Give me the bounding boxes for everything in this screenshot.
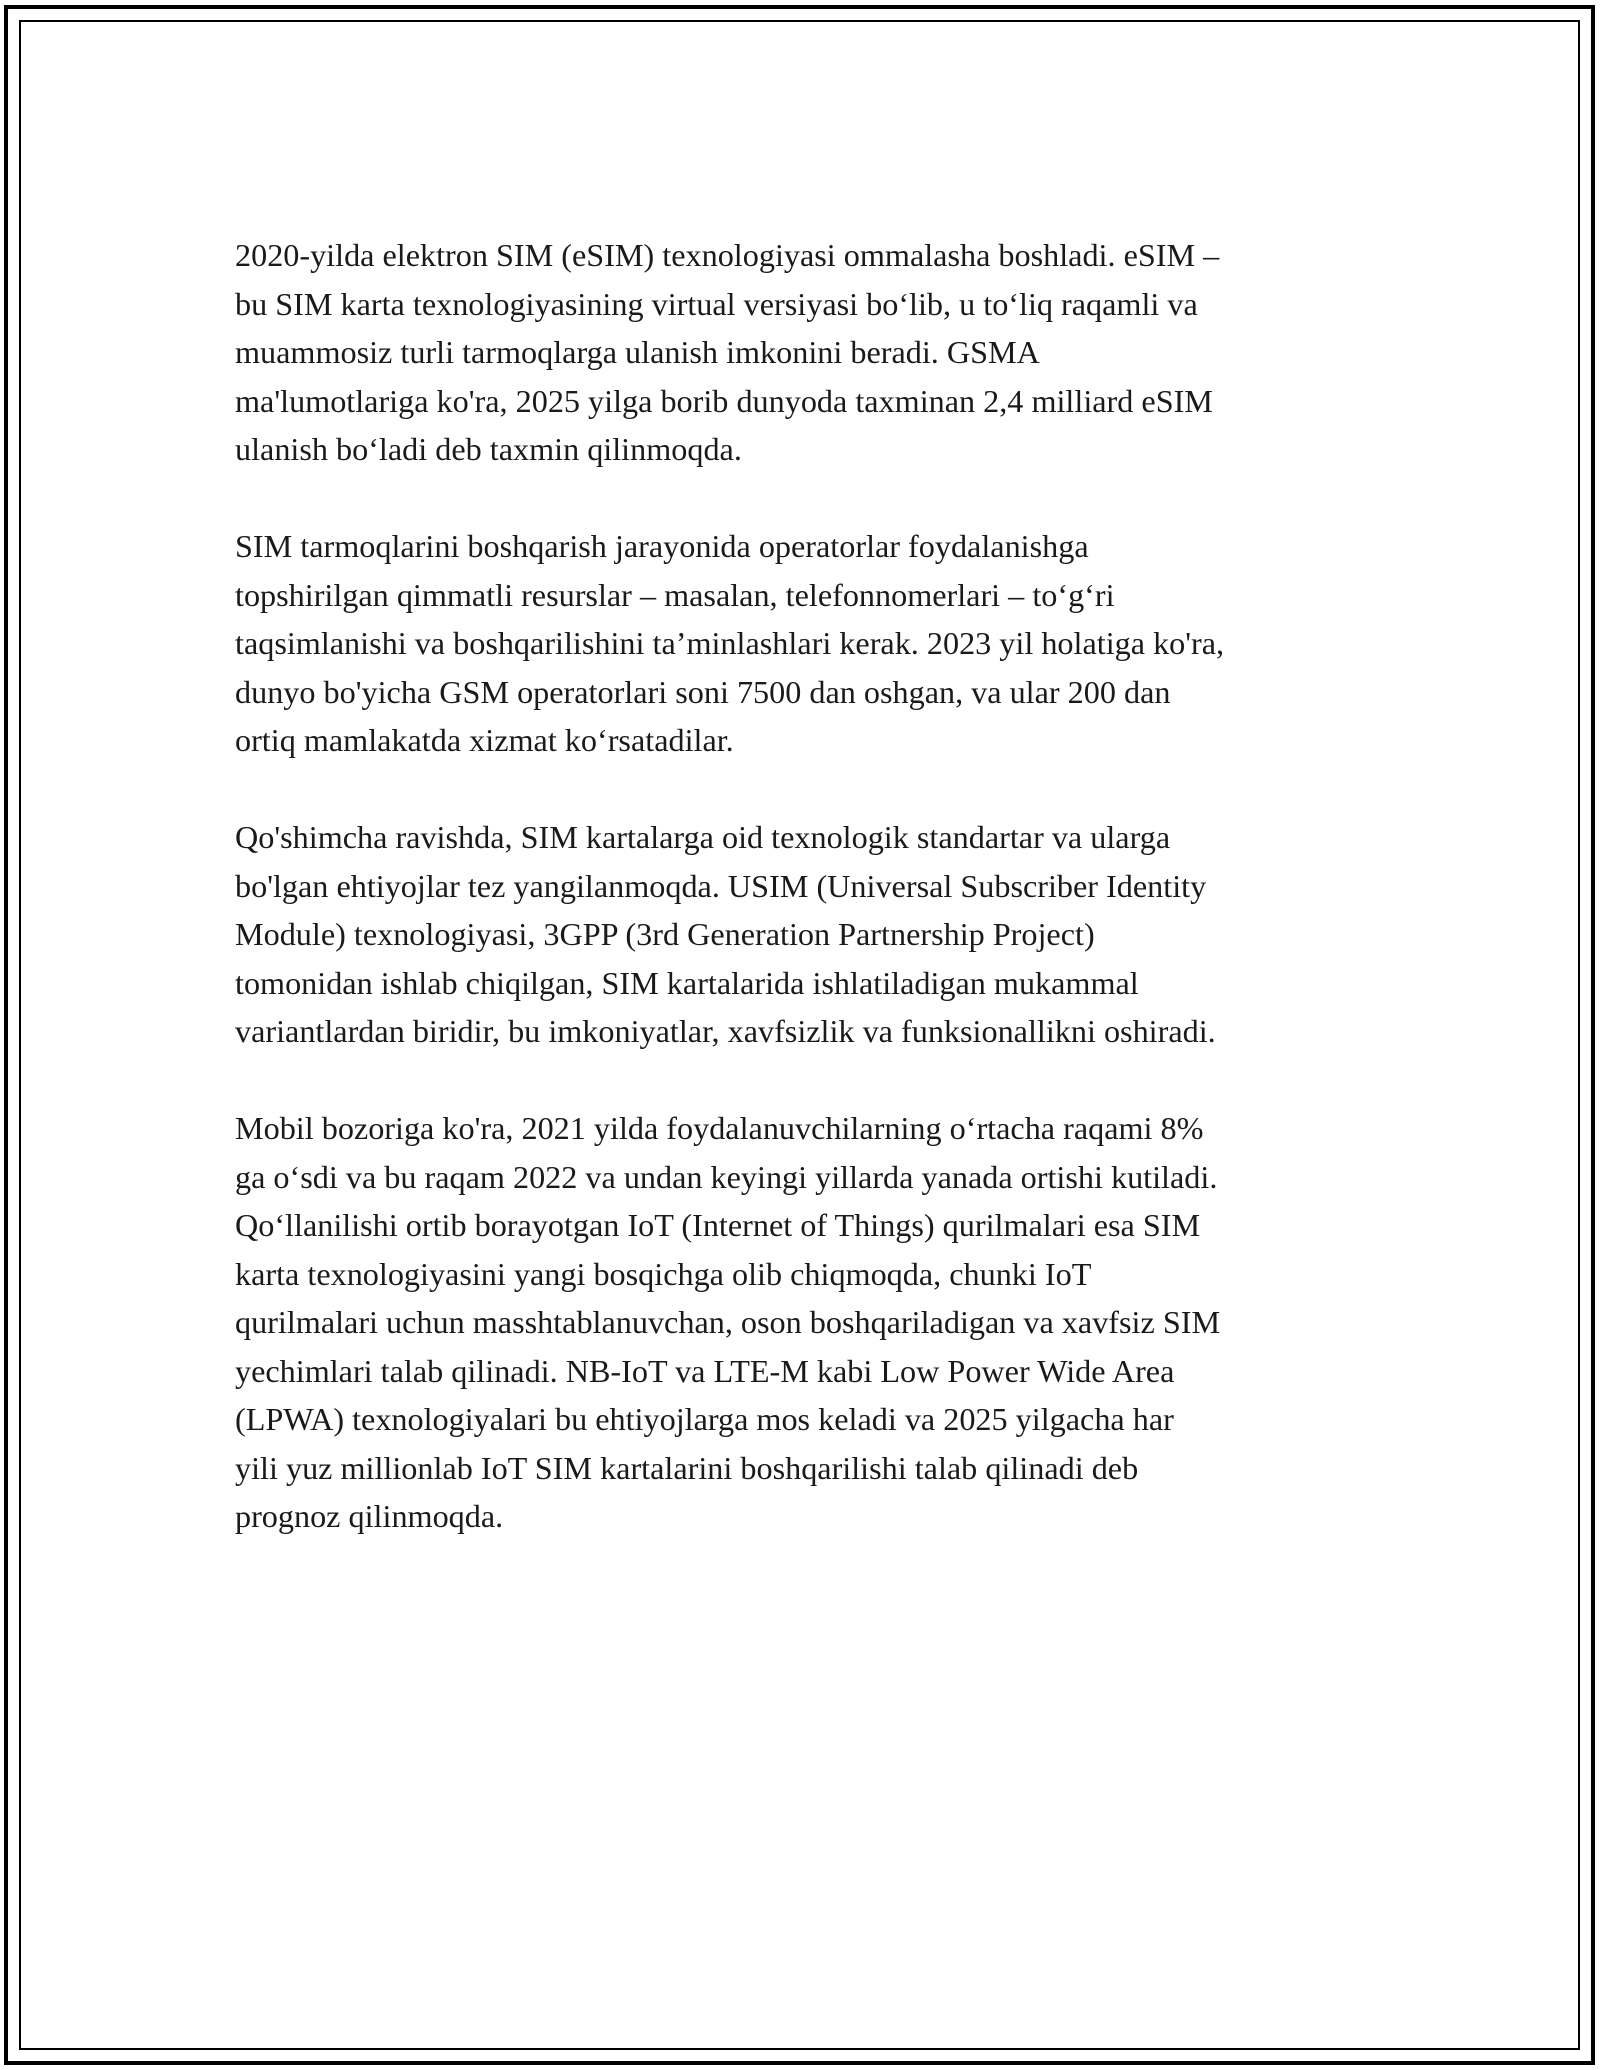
paragraph-esim bbox=[235, 231, 1375, 474]
text-line: ortiq mamlakatda xizmat ko‘rsatadilar. bbox=[235, 722, 734, 758]
text-line: SIM tarmoqlarini boshqarish jarayonida operatorlar foydalanishga bbox=[235, 528, 1089, 564]
text-line: yechimlari talab qilinadi. NB-IoT va LTE-M kabi Low Power Wide Area bbox=[235, 1352, 1175, 1389]
text-line: ulanish bo‘ladi deb taxmin qilinmoqda. bbox=[235, 431, 742, 467]
document-body bbox=[235, 231, 1375, 1589]
text-line: prognoz qilinmoqda. bbox=[235, 1498, 504, 1534]
text-line: 2020-yilda elektron SIM (eSIM) texnologiyasi ommalasha boshladi. eSIM – bbox=[235, 237, 1220, 273]
text-line: Module) texnologiyasi, 3GPP (3rd Generation Partnership Project) bbox=[235, 916, 1095, 952]
paragraph-mobile-market-iot bbox=[235, 1104, 1375, 1541]
text-line: Qo‘llanilishi ortib borayotgan IoT (Internet of Things) qurilmalari esa SIM bbox=[235, 1207, 1201, 1243]
text-line: karta texnologiyasini yangi bosqichga olib chiqmoqda, chunki IoT bbox=[235, 1255, 1092, 1292]
text-line: ga o‘sdi va bu raqam 2022 va undan keyingi yillarda yanada ortishi kutiladi. bbox=[235, 1158, 1218, 1195]
text-line: muammosiz turli tarmoqlarga ulanish imkonini beradi. GSMA bbox=[235, 334, 1040, 370]
text-line: taqsimlanishi va boshqarilishini ta’minlashlari kerak. 2023 yil holatiga ko'ra, bbox=[235, 625, 1225, 661]
text-line: tomonidan ishlab chiqilgan, SIM kartalarida ishlatiladigan mukammal bbox=[235, 964, 1139, 1001]
text-line: ma'lumotlariga ko'ra, 2025 yilga borib dunyoda taxminan 2,4 milliard eSIM bbox=[235, 382, 1213, 419]
text-line: dunyo bo'yicha GSM operatorlari soni 7500 dan oshgan, va ular 200 dan bbox=[235, 673, 1171, 710]
text-line: bu SIM karta texnologiyasining virtual versiyasi bo‘lib, u to‘liq raqamli va bbox=[235, 285, 1198, 322]
text-line: topshirilgan qimmatli resurslar – masalan, telefonnomerlari – to‘g‘ri bbox=[235, 576, 1115, 613]
paragraph-sim-network-management bbox=[235, 522, 1375, 765]
text-line: bo'lgan ehtiyojlar tez yangilanmoqda. USIM (Universal Subscriber Identity bbox=[235, 867, 1207, 904]
text-line: qurilmalari uchun masshtablanuvchan, oson boshqariladigan va xavfsiz SIM bbox=[235, 1304, 1221, 1340]
paragraph-usim-standards bbox=[235, 813, 1375, 1056]
text-line: variantlardan biridir, bu imkoniyatlar, xavfsizlik va funksionallikni oshiradi. bbox=[235, 1013, 1216, 1049]
text-line: yili yuz millionlab IoT SIM kartalarini boshqarilishi talab qilinadi deb bbox=[235, 1449, 1139, 1486]
text-line: Mobil bozoriga ko'ra, 2021 yilda foydalanuvchilarning o‘rtacha raqami 8% bbox=[235, 1110, 1204, 1146]
text-line: Qo'shimcha ravishda, SIM kartalarga oid texnologik standartar va ularga bbox=[235, 819, 1171, 855]
text-line: (LPWA) texnologiyalari bu ehtiyojlarga mos keladi va 2025 yilgacha har bbox=[235, 1401, 1174, 1437]
